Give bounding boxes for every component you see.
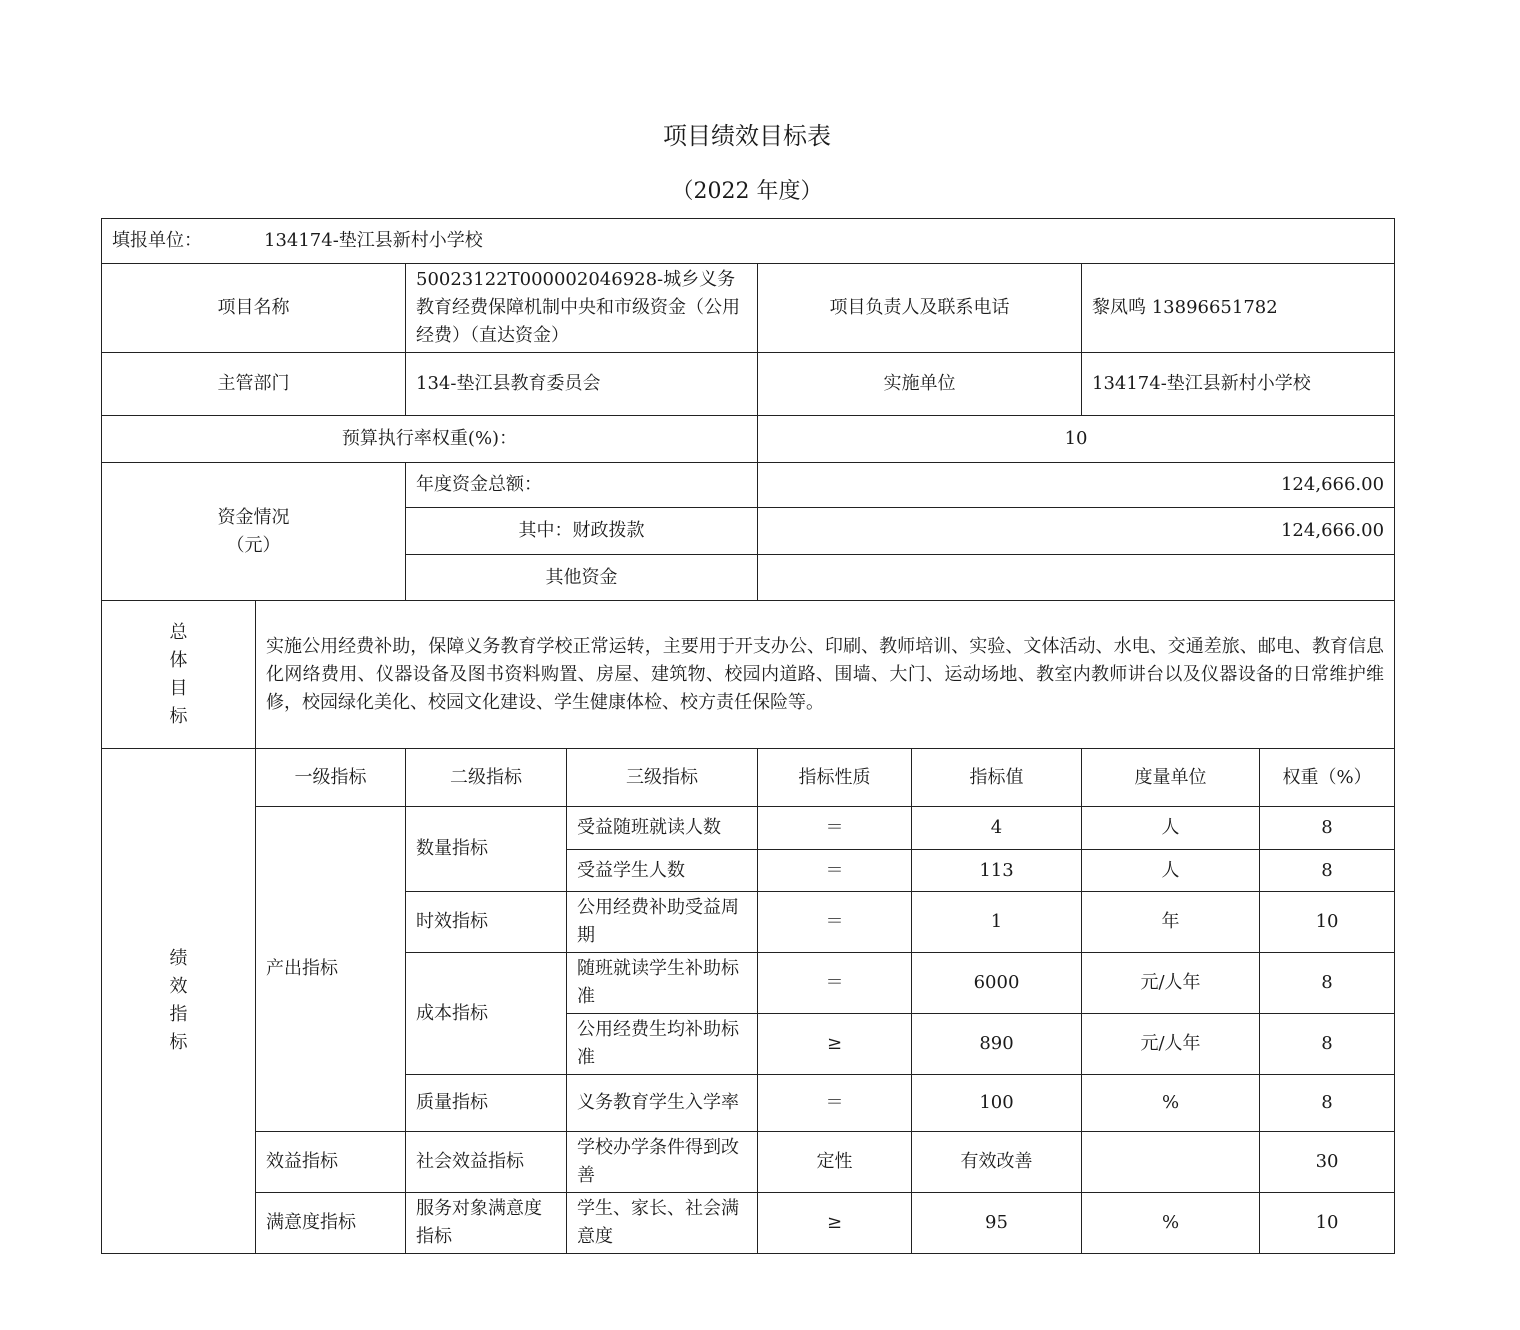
header-level2: 二级指标	[406, 749, 567, 807]
value-cell: 890	[912, 1014, 1082, 1075]
level3-name: 学校办学条件得到改善	[567, 1132, 758, 1193]
performance-target-table	[101, 218, 1395, 1254]
other-funds-label: 其他资金	[406, 555, 758, 601]
goal-label-char: 总	[169, 621, 188, 643]
dept-row	[102, 353, 1395, 416]
goal-label-char: 目	[169, 677, 188, 699]
table-row	[102, 1193, 1395, 1254]
nature-cell: ≥	[758, 1014, 912, 1075]
value-cell: 95	[912, 1193, 1082, 1254]
other-funds-value	[758, 555, 1395, 601]
unit-cell	[1082, 1132, 1260, 1193]
level1-satisfaction: 满意度指标	[256, 1193, 406, 1254]
level2-quality: 质量指标	[406, 1075, 567, 1132]
value-cell: 有效改善	[912, 1132, 1082, 1193]
goal-label-char: 体	[169, 649, 188, 671]
page-title: 项目绩效目标表	[663, 122, 831, 150]
weight-cell: 30	[1260, 1132, 1395, 1193]
unit-cell: 元/人年	[1082, 953, 1260, 1014]
value-cell: 6000	[912, 953, 1082, 1014]
unit-cell: %	[1082, 1075, 1260, 1132]
dept-value: 134-垫江县教育委员会	[406, 353, 758, 416]
project-name-label: 项目名称	[102, 264, 406, 353]
weight-cell: 10	[1260, 1193, 1395, 1254]
weight-cell: 8	[1260, 850, 1395, 892]
level2-social: 社会效益指标	[406, 1132, 567, 1193]
level2-service: 服务对象满意度指标	[406, 1193, 567, 1254]
overall-goal-label	[102, 601, 256, 749]
impl-unit-value: 134174-垫江县新村小学校	[1082, 353, 1395, 416]
value-cell: 1	[912, 892, 1082, 953]
weight-cell: 10	[1260, 892, 1395, 953]
indicator-label-char: 绩	[169, 948, 188, 969]
table-row	[102, 1132, 1395, 1193]
unit-cell: 元/人年	[1082, 1014, 1260, 1075]
nature-cell: ＝	[758, 953, 912, 1014]
level3-name: 公用经费生均补助标准	[567, 1014, 758, 1075]
funds-total-row	[102, 463, 1395, 508]
indicator-label-char: 标	[169, 1032, 188, 1053]
level3-name: 受益学生人数	[567, 850, 758, 892]
fiscal-value: 124,666.00	[758, 508, 1395, 555]
unit-cell: 人	[1082, 807, 1260, 850]
header-weight: 权重（%）	[1260, 749, 1395, 807]
value-cell: 113	[912, 850, 1082, 892]
table-row	[102, 807, 1395, 850]
indicator-label-char: 指	[169, 1004, 188, 1025]
goal-label-char: 标	[169, 705, 188, 727]
level3-name: 受益随班就读人数	[567, 807, 758, 850]
level2-quantity: 数量指标	[406, 807, 567, 892]
reporting-unit-value: 134174-垫江县新村小学校	[264, 230, 483, 251]
weight-cell: 8	[1260, 807, 1395, 850]
weight-cell: 8	[1260, 1075, 1395, 1132]
nature-cell: ＝	[758, 807, 912, 850]
budget-rate-value: 10	[758, 416, 1395, 463]
level2-cost: 成本指标	[406, 953, 567, 1075]
header-value: 指标值	[912, 749, 1082, 807]
contact-label: 项目负责人及联系电话	[758, 264, 1082, 353]
dept-label: 主管部门	[102, 353, 406, 416]
level1-output: 产出指标	[256, 807, 406, 1132]
overall-goal-row	[102, 601, 1395, 749]
level3-name: 随班就读学生补助标准	[567, 953, 758, 1014]
project-name-row	[102, 264, 1395, 353]
nature-cell: ＝	[758, 1075, 912, 1132]
impl-unit-label: 实施单位	[758, 353, 1082, 416]
contact-value: 黎凤鸣 13896651782	[1082, 264, 1395, 353]
weight-cell: 8	[1260, 953, 1395, 1014]
annual-total-label: 年度资金总额：	[406, 463, 758, 508]
funds-label	[102, 463, 406, 601]
header-nature: 指标性质	[758, 749, 912, 807]
header-level3: 三级指标	[567, 749, 758, 807]
indicator-label-char: 效	[169, 976, 188, 997]
unit-cell: %	[1082, 1193, 1260, 1254]
unit-cell: 年	[1082, 892, 1260, 953]
overall-goal-text: 实施公用经费补助，保障义务教育学校正常运转，主要用于开支办公、印刷、教师培训、实验、文体活动、水电、交通差旅、邮电、教育信息化网络费用、仪器设备及图书资料购置、房屋、建筑物、校园内道路、围墙、大门、运动场地、教室内教师讲台以及仪器设备的日常维护维修，校园绿化美化、校园文化建设、学生健康体检、校方责任保险等。	[256, 601, 1395, 749]
budget-rate-label: 预算执行率权重(%)：	[102, 416, 758, 463]
value-cell: 100	[912, 1075, 1082, 1132]
reporting-unit-label: 填报单位：	[112, 230, 202, 251]
nature-cell: ≥	[758, 1193, 912, 1254]
page-subtitle: （2022 年度）	[671, 179, 823, 204]
nature-cell: ＝	[758, 850, 912, 892]
reporting-unit-row	[102, 219, 1395, 264]
reporting-unit-cell	[102, 219, 1395, 264]
nature-cell: ＝	[758, 892, 912, 953]
level3-name: 学生、家长、社会满意度	[567, 1193, 758, 1254]
level1-benefit: 效益指标	[256, 1132, 406, 1193]
fiscal-label: 其中：财政拨款	[406, 508, 758, 555]
level2-time: 时效指标	[406, 892, 567, 953]
weight-cell: 8	[1260, 1014, 1395, 1075]
performance-indicators-label	[102, 749, 256, 1254]
funds-label-line1: 资金情况	[217, 506, 290, 528]
header-level1: 一级指标	[256, 749, 406, 807]
value-cell: 4	[912, 807, 1082, 850]
level3-name: 公用经费补助受益周期	[567, 892, 758, 953]
indicator-header-row	[102, 749, 1395, 807]
nature-cell: 定性	[758, 1132, 912, 1193]
level3-name: 义务教育学生入学率	[567, 1075, 758, 1132]
budget-rate-row	[102, 416, 1395, 463]
annual-total-value: 124,666.00	[758, 463, 1395, 508]
funds-label-line2: （元）	[226, 534, 281, 556]
project-name-value: 50023122T000002046928-城乡义务教育经费保障机制中央和市级资金（公用经费）（直达资金）	[406, 264, 758, 353]
unit-cell: 人	[1082, 850, 1260, 892]
header-unit: 度量单位	[1082, 749, 1260, 807]
